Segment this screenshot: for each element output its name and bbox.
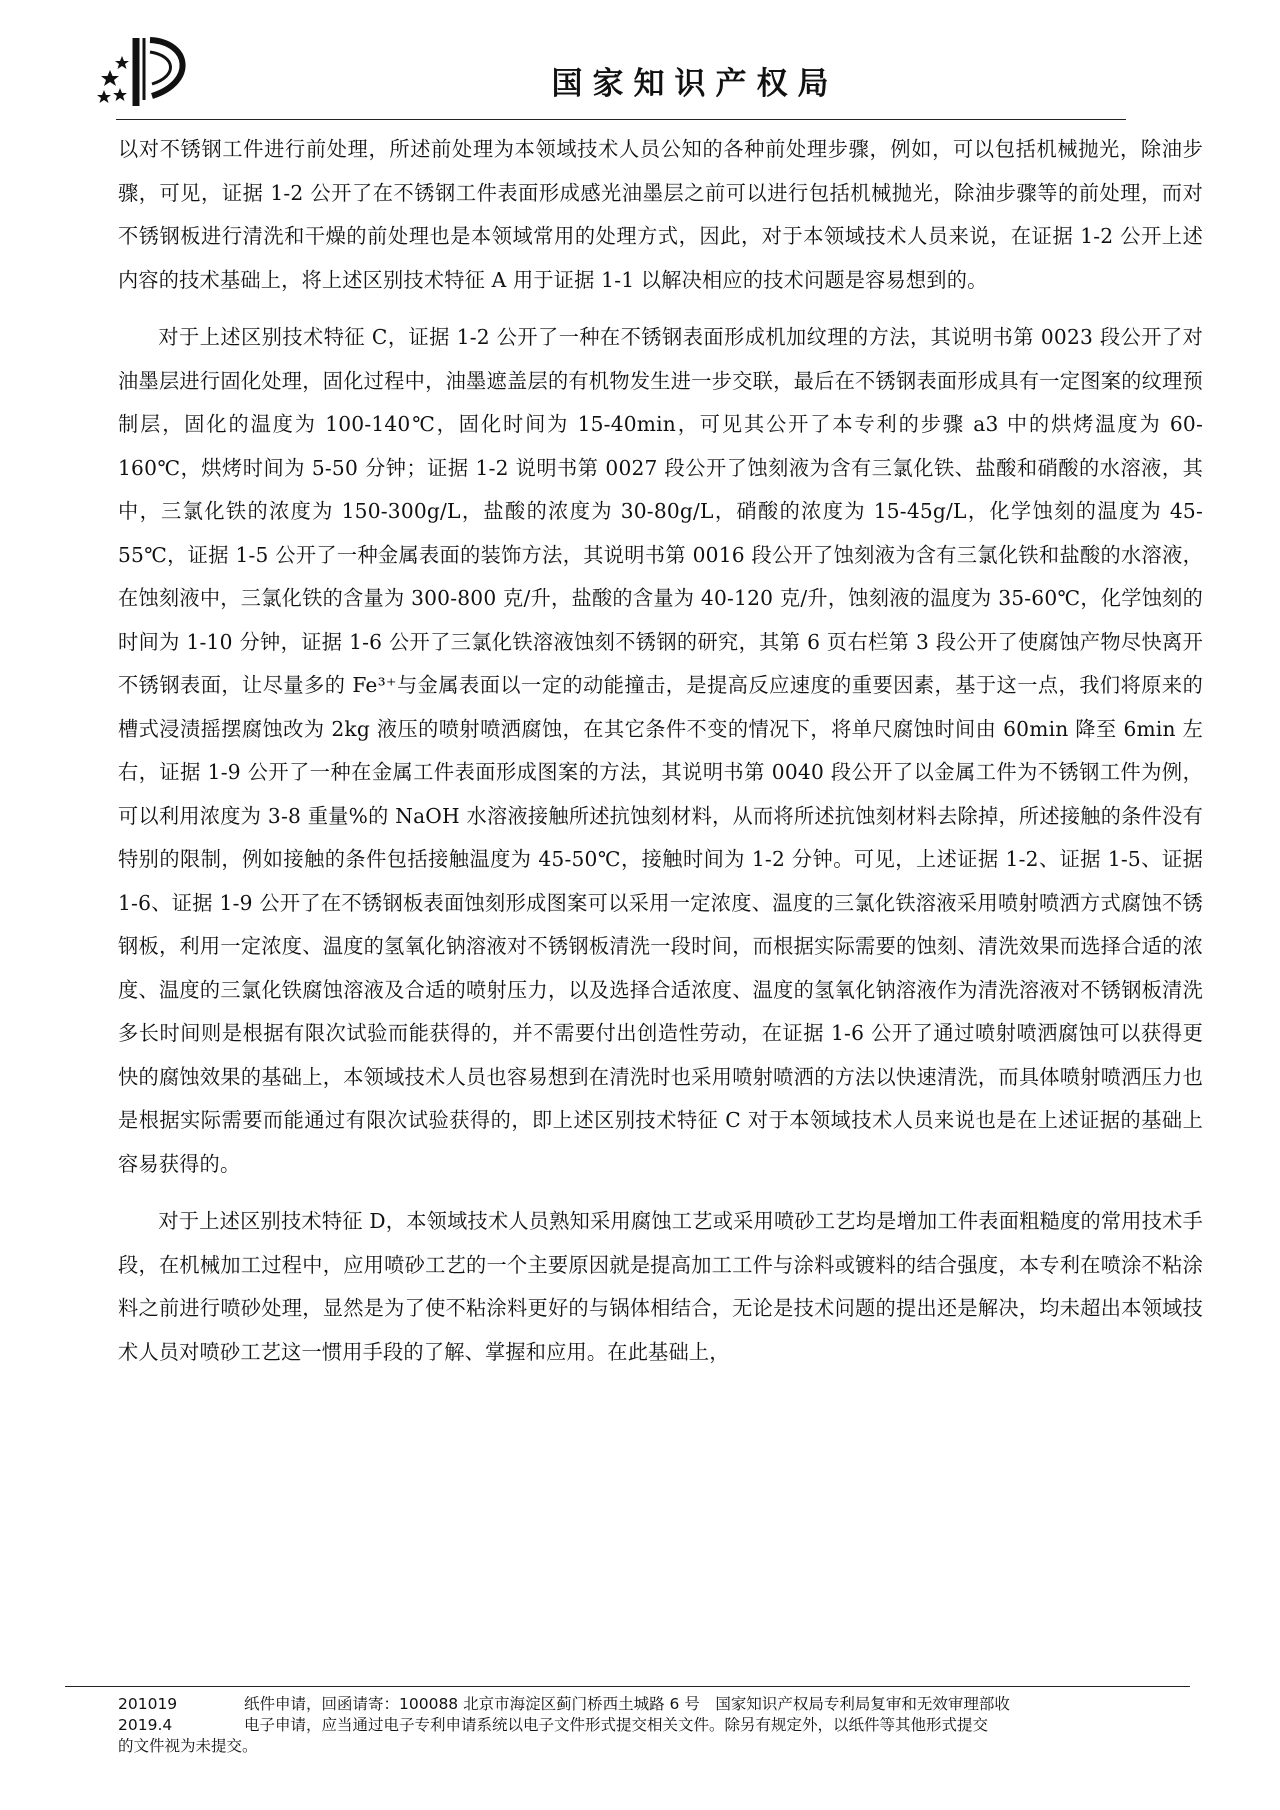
electronic-application-notice: 电子申请，应当通过电子专利申请系统以电子文件形式提交相关文件。除另有规定外，以纸件等其他形式提交 (244, 1716, 989, 1734)
page-footer (118, 1694, 1190, 1757)
body-paragraph-1: 以对不锈钢工件进行前处理，所述前处理为本领域技术人员公知的各种前处理步骤，例如，可以包括机械抛光，除油步骤，可见，证据 1-2 公开了在不锈钢工件表面形成感光油墨层之前可以进行包括机械抛光，除油步骤等的前处理，而对不锈钢板进行清洗和干燥的前处理也是本领域常用的处理方式，因此，对于本领域技术人员来说，在证据 1-2 公开上述内容的技术基础上，将上述区别技术特征 A 用于证据 1-1 以解决相应的技术问题是容易想到的。 (118, 137, 1203, 292)
paper-application-notice: 纸件申请，回函请寄：100088 北京市海淀区蓟门桥西土城路 6 号 国家知识产权局专利局复审和无效审理部收 (244, 1695, 1010, 1713)
electronic-application-notice-cont: 的文件视为未提交。 (118, 1737, 258, 1755)
org-name-title: 国家知识产权局 (551, 66, 839, 102)
body-paragraph-2: 对于上述区别技术特征 C，证据 1-2 公开了一种在不锈钢表面形成机加纹理的方法，其说明书第 0023 段公开了对油墨层进行固化处理，固化过程中，油墨遮盖层的有机物发生进一步交联，最后在不锈钢表面形成具有一定图案的纹理预制层，固化的温度为 100-140℃，固化时间为 15-40min，可见其公开了本专利的步骤 a3 中的烘烤温度为 60-160℃，烘烤时间为 5-50 分钟；证据 1-2 说明书第 0027 段公开了蚀刻液为含有三氯化铁、盐酸和硝酸的水溶液，其中，三氯化铁的浓度为 150-300g/L，盐酸的浓度为 30-80g/L，硝酸的浓度为 15-45g/L，化学蚀刻的温度为 45-55℃，证据 1-5 公开了一种金属表面的装饰方法，其说明书第 0016 段公开了蚀刻液为含有三氯化铁和盐酸的水溶液，在蚀刻液中，三氯化铁的含量为 300-800 克/升，盐酸的含量为 40-120 克/升，蚀刻液的温度为 35-60℃，化学蚀刻的时间为 1-10 分钟，证据 1-6 公开了三氯化铁溶液蚀刻不锈钢的研究，其第 6 页右栏第 3 段公开了使腐蚀产物尽快离开不锈钢表面，让尽量多的 Fe³⁺与金属表面以一定的动能撞击，是提高反应速度的重要因素，基于这一点，我们将原来的槽式浸渍摇摆腐蚀改为 2kg 液压的喷射喷洒腐蚀，在其它条件不变的情况下，将单尺腐蚀时间由 60min 降至 6min 左右，证据 1-9 公开了一种在金属工件表面形成图案的方法，其说明书第 0040 段公开了以金属工件为不锈钢工件为例，可以利用浓度为 3-8 重量%的 NaOH 水溶液接触所述抗蚀刻材料，从而将所述抗蚀刻材料去除掉，所述接触的条件没有特别的限制，例如接触的条件包括接触温度为 45-50℃，接触时间为 1-2 分钟。可见，上述证据 1-2、证据 1-5、证据 1-6、证据 1-9 公开了在不锈钢板表面蚀刻形成图案可以采用一定浓度、温度的三氯化铁溶液采用喷射喷洒方式腐蚀不锈钢板，利用一定浓度、温度的氢氧化钠溶液对不锈钢板清洗一段时间，而根据实际需要的蚀刻、清洗效果而选择合适的浓度、温度的三氯化铁腐蚀溶液及合适的喷射压力，以及选择合适浓度、温度的氢氧化钠溶液作为清洗溶液对不锈钢板清洗多长时间则是根据有限次试验而能获得的，并不需要付出创造性劳动，在证据 1-6 公开了通过喷射喷洒腐蚀可以获得更快的腐蚀效果的基础上，本领域技术人员也容易想到在清洗时也采用喷射喷洒的方法以快速清洗，而具体喷射喷洒压力也是根据实际需要而能通过有限次试验获得的，即上述区别技术特征 C 对于本领域技术人员来说也是在上述证据的基础上容易获得的。 (118, 325, 1203, 1176)
footer-line-1 (118, 1694, 1190, 1715)
footer-divider (65, 1686, 1190, 1687)
document-body (118, 128, 1203, 1376)
form-code: 201019 (118, 1695, 178, 1713)
footer-line-2 (118, 1715, 1190, 1736)
body-paragraph-3: 对于上述区别技术特征 D，本领域技术人员熟知采用腐蚀工艺或采用喷砂工艺均是增加工件表面粗糙度的常用技术手段，在机械加工过程中，应用喷砂工艺的一个主要原因就是提高加工工件与涂料或镀料的结合强度，本专利在喷涂不粘涂料之前进行喷砂处理，显然是为了使不粘涂料更好的与锅体相结合，无论是技术问题的提出还是解决，均未超出本领域技术人员对喷砂工艺这一惯用手段的了解、掌握和应用。在此基础上， (118, 1209, 1203, 1364)
form-version: 2019.4 (118, 1716, 173, 1734)
page-header (0, 0, 1280, 125)
header-divider (116, 119, 1126, 120)
footer-line-3 (118, 1736, 1190, 1757)
